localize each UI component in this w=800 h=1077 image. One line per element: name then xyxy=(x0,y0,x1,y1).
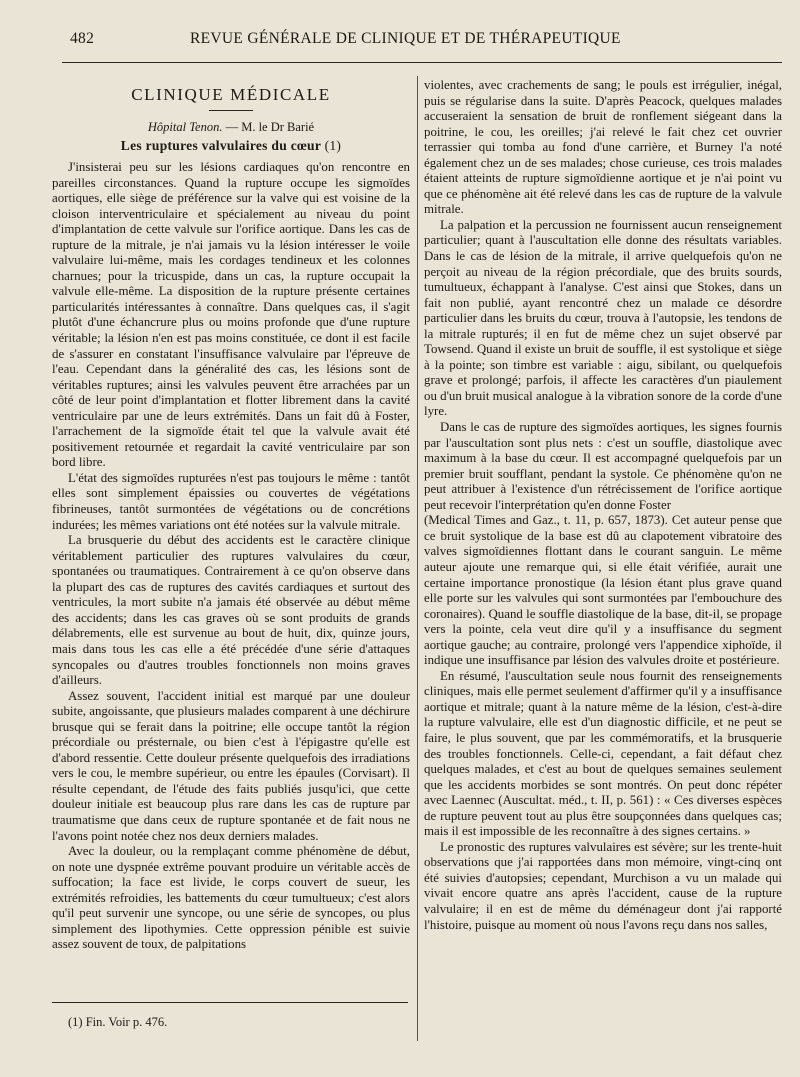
right-paragraph: Dans le cas de rupture des sigmoïdes aortiques, les signes fournis par l'auscultation sont plus nets : c'est un souffle, diastolique avec maximum à la base du cœur. Il est accompagné quelquefois par un premier bruit soufflant, pendant la systole. Ce phénomène qu'on ne peut attribuer à l'existence d'un rétrécissement de l'orifice aortique peut recevoir l'interprétation qu'en donne Foster xyxy=(424,420,782,512)
running-title: REVUE GÉNÉRALE DE CLINIQUE ET DE THÉRAPEUTIQUE xyxy=(190,30,621,47)
section-rule xyxy=(209,110,253,111)
right-paragraph: En résumé, l'auscultation seule nous fournit des renseignements cliniques, mais elle permet seulement d'affirmer qu'il y a insuffisance aortique et mitrale; quant à la nature même de la lésion, c'est-à-dire la rupture valvulaire, elle est d'un diagnostic difficile, et ne peut se faire, le plus souvent, que par les commémoratifs, et la brusquerie des troubles fonctionnels. Celle-ci, cependant, a fait défaut chez quelques malades, et c'est au bout de quelques semaines seulement que les accidents morbides se sont montrés. On peut donc répéter avec Laennec (Auscultat. méd., t. II, p. 561) : « Ces diverses espèces de rupture peuvent tout au plus être soupçonnées dans quelques cas; mais il est impossible de les reconnaître à des signes certains. » xyxy=(424,668,782,839)
right-paragraph: (Medical Times and Gaz., t. 11, p. 657, 1873). Cet auteur pense que ce bruit systolique de la base est dû au clapotement vibratoire des valves sigmoïdiennes flottant dans le courant sanguin. Le même auteur ajoute une remarque qui, si elle était vérifiée, aurait une certaine importance pronostique (la lésion étant plus grave quand elle porte sur les valvules qui sont surmontées par l'embouchure des coronaires). Quand le souffle diastolique de la base, dit-il, se propage vers la pointe, cela veut dire qu'il y a insuffisance du segment aortique gauche; au contraire, prolongé vers l'appendice xiphoïde, il indique une insuffisance par lésion des valvules droite et postérieure. xyxy=(424,513,782,668)
left-paragraph: Assez souvent, l'accident initial est marqué par une douleur subite, angoissante, que plusieurs malades comparent à une déchirure brusque qui se ferait dans la poitrine; elle occupe tantôt la région précordiale ou présternale, ou bien c'est à l'épigastre qu'elle est d'abord ressentie. Cette douleur présente quelquefois des irradiations vers le cou, le membre supérieur, ou entre les épaules (Corvisart). Il résulte cependant, de l'étude des faits publiés jusqu'ici, que cette douleur initiale est beaucoup plus rare dans les cas de rupture par traumatisme que dans ceux de rupture spontanée et de fait nous ne l'avons point notée chez nos deux derniers malades. xyxy=(52,688,410,843)
right-paragraph: Le pronostic des ruptures valvulaires est sévère; sur les trente-huit observations que j'ai rapportées dans mon mémoire, vingt-cinq ont été suivies d'autopsies; cependant, Murchison a vu un malade qui vivait encore quatre ans après l'accident, cause de la rupture valvulaire; il en est de même du déménageur dont j'ai rapporté l'histoire, puisque au moment où nous l'avons reçu dans nos salles, xyxy=(424,839,782,932)
right-column xyxy=(424,78,782,933)
article-title xyxy=(52,137,410,154)
left-paragraph: Avec la douleur, ou la remplaçant comme phénomène de début, on note une dyspnée extrême pouvant produire un véritable accès de suffocation; la face est livide, le corps couvert de sueur, les extrémités refroidies, les battements du cœur tumultueux; c'est alors qu'il peut survenir une syncope, ou une série de syncopes, ou plus simplement des lipothymies. Cette oppression pénible est suivie assez souvent de toux, de palpitations xyxy=(52,844,410,952)
left-paragraph: L'état des sigmoïdes rupturées n'est pas toujours le même : tantôt elles sont simplement épaissies ou couvertes de végétations fibrineuses, tantôt surmontées de végétations ou de concrétions indurées; les mêmes variations ont été notées sur la valvule mitrale. xyxy=(52,470,410,532)
running-header xyxy=(40,30,780,52)
header-rule xyxy=(62,62,782,63)
byline-author: — M. le Dr Barié xyxy=(225,120,315,134)
column-divider xyxy=(417,76,418,1041)
left-column xyxy=(52,78,410,953)
article-title-text: Les ruptures valvulaires du cœur xyxy=(120,138,321,153)
section-title: CLINIQUE MÉDICALE xyxy=(131,85,331,104)
left-paragraph: La brusquerie du début des accidents est le caractère clinique véritablement particulier des ruptures valvulaires du cœur, spontanées ou traumatiques. Contrairement à ce qu'on observe dans la plupart des cas de ruptures des cavités cardiaques et surtout des ventricules, la mort subite n'a jamais été observée au début même des accidents; dans les cas graves où se sont produits de grands délabrements, elle est survenue au bout de huit, dix, quinze jours, mais dans tous les cas elle a été précédée d'une série d'attaques syncopales ou d'autres troubles fonctionnels non moins graves d'ailleurs. xyxy=(52,533,410,688)
footnote: (1) Fin. Voir p. 476. xyxy=(68,1015,168,1029)
article-footnote-mark: (1) xyxy=(324,138,342,153)
byline xyxy=(52,119,410,135)
right-paragraph: violentes, avec crachements de sang; le pouls est irrégulier, inégal, puis se régularise dans la suite. D'après Peacock, quelques malades accuseraient la sensation de bruit de ronflement siégeant dans la poitrine, le cou, les oreilles; j'ai relevé le fait chez cet ouvrier terrassier qui tomba au fond d'une carrière, et Burney l'a noté également chez un de ses malades; chose curieuse, ces trois malades étaient atteints de rupture sigmoïdienne aortique et je n'ai point vu que ce phénomène ait été relevé dans les cas de rupture de la valvule mitrale. xyxy=(424,78,782,217)
page-number: 482 xyxy=(70,30,95,47)
right-paragraph: La palpation et la percussion ne fournissent aucun renseignement particulier; quant à l'auscultation elle donne des résultats variables. Dans le cas de lésion de la mitrale, il arrive quelquefois qu'on ne perçoit au niveau de la région précordiale, que des bruits sourds, tumultueux, échappant à l'analyse. C'est ainsi que Stokes, dans un fait non publié, ayant rencontré chez un malade ce désordre particulier dans les bruits du cœur, trouva à l'autopsie, les tendons de la mitrale rupturés; il en fut de même chez un sujet observé par Towsend. Quand il existe un bruit de souffle, il est systolique et siège à la pointe; son timbre est variable : aigu, sibilant, ou quelquefois grave et prolongé; parfois, il affecte les caractères d'un piaulement ou d'un bruit musical analogue à la vibration sonore de la corde d'une lyre. xyxy=(424,217,782,419)
left-paragraph: J'insisterai peu sur les lésions cardiaques qu'on rencontre en pareilles circonstances. Quand la rupture occupe les sigmoïdes aortiques, elle siège de préférence sur la valve qui est voisine de la cloison interventriculaire et spécialement au niveau du point d'implantation de cette valvule sur l'orifice aortique. Dans les cas de rupture de la mitrale, je n'ai jamais vu la lésion intéresser le voile valvulaire lui-même, mais les cordages tendineux et les colonnes charnues; pour la tricuspide, dans un cas, la rupture occupait la valvule elle-même. La disposition de la rupture présente certaines particularités intéressantes à connaître. Dans quelques cas, il s'agit plutôt d'une échancrure plus ou moins profonde que d'une rupture véritable; la lésion n'en est pas moins constituée, ce dont il est facile de s'assurer en constatant l'insuffisance valvulaire par l'épreuve de l'eau. Cependant dans la généralité des cas, les lésions sont de véritables ruptures; ainsi les valvules peuvent être arrachées par un côté de leur point d'implantation et flotter librement dans la cavité ventriculaire par une de leurs extrémités. Dans un fait dû à Foster, l'arrachement de la sigmoïde était tel que la valvule avait été positivement retournée et regardait la cavité ventriculaire par son bord libre. xyxy=(52,160,410,470)
footnote-rule xyxy=(52,1002,408,1003)
byline-place: Hôpital Tenon. xyxy=(147,120,223,134)
